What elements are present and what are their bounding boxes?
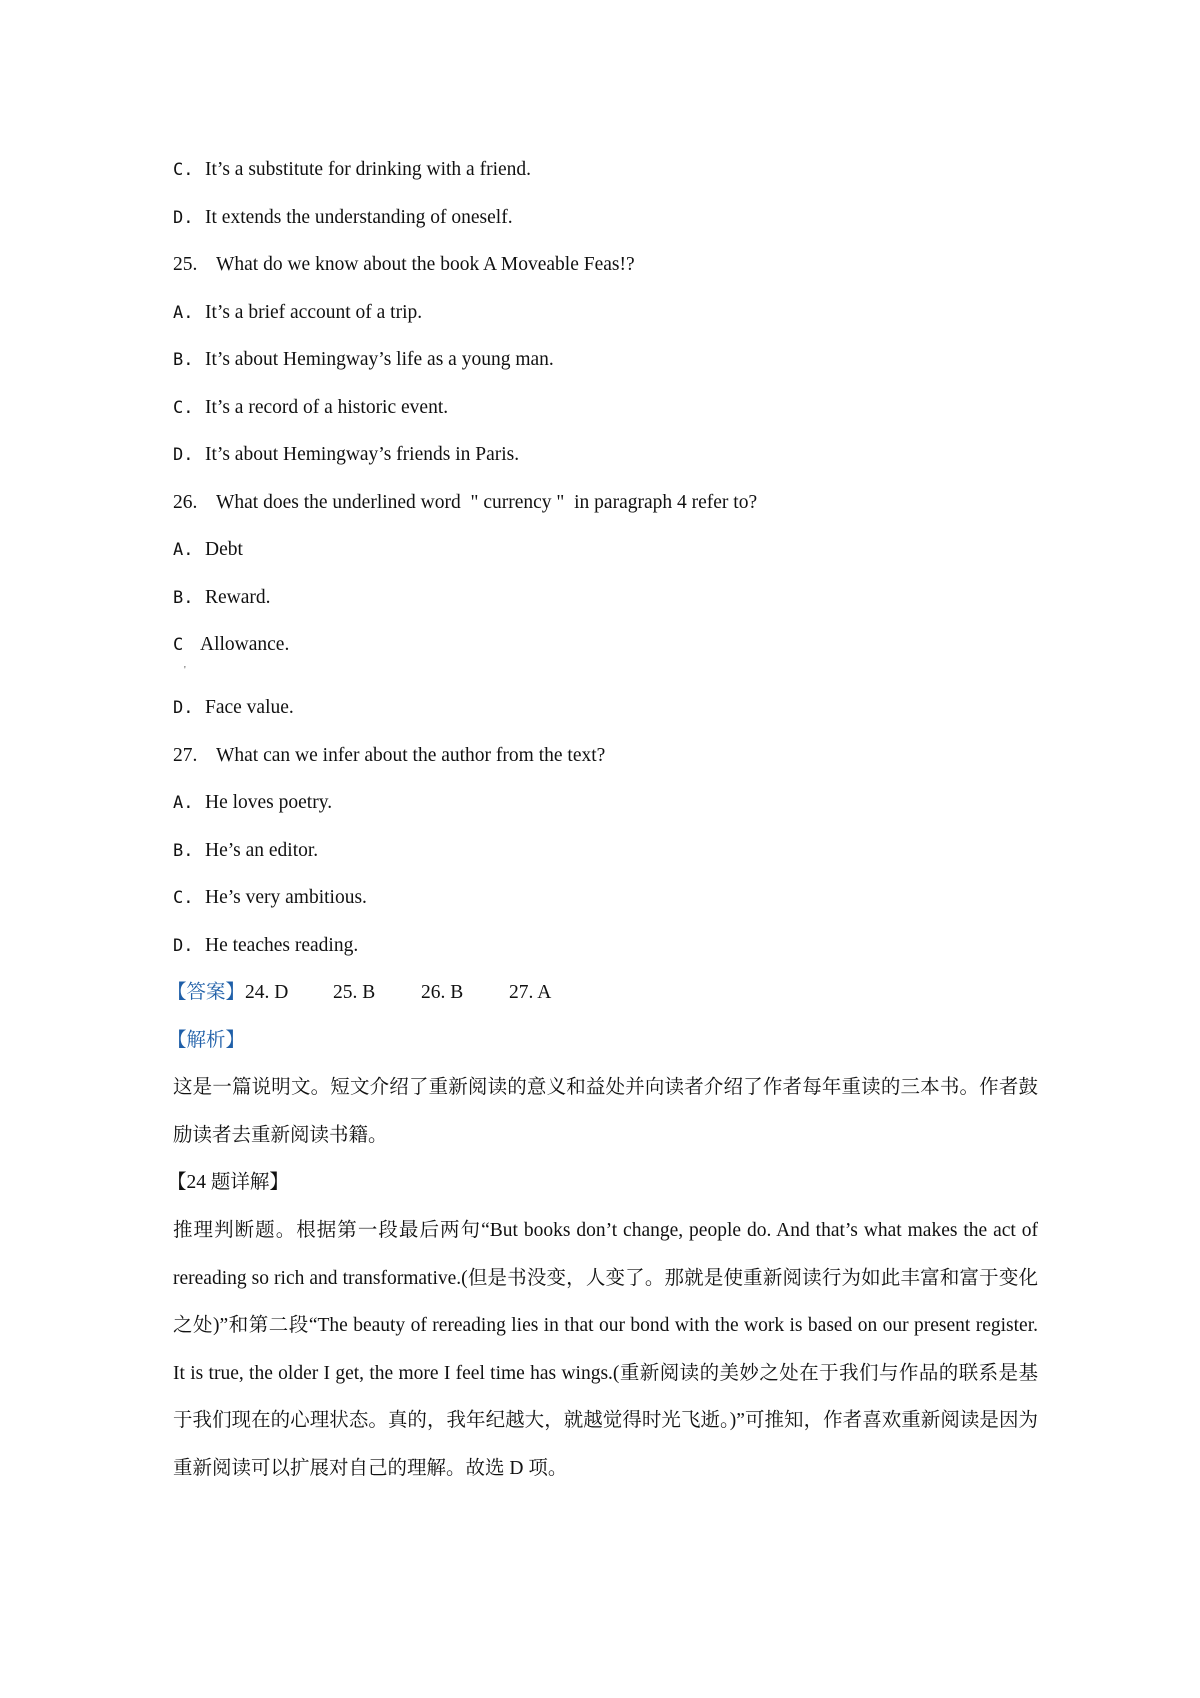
analysis-summary: 这是一篇说明文。短文介绍了重新阅读的意义和益处并向读者介绍了作者每年重读的三本书。作者鼓励读者去重新阅读书籍。 — [173, 1077, 1038, 1146]
option-text: He loves poetry. — [205, 792, 333, 813]
option-text: He teaches reading. — [205, 935, 359, 956]
question-text: What do we know about the book A Moveable Feas!? — [216, 254, 635, 275]
option-25-c — [173, 395, 448, 421]
option-label: D. — [173, 445, 194, 465]
option-label: B. — [173, 588, 194, 608]
detail-title: 【24 题详解】 — [167, 1172, 289, 1193]
question-26 — [173, 490, 757, 516]
option-27-b — [173, 838, 318, 864]
answer-item: 24. D — [245, 982, 289, 1003]
option-text: It’s about Hemingway’s life as a young man. — [205, 349, 554, 370]
option-text: Debt — [205, 539, 243, 560]
option-label: B. — [173, 841, 194, 861]
option-27-d — [173, 933, 358, 959]
option-label: C. — [173, 398, 194, 418]
option-label: A. — [173, 793, 194, 813]
option-24-d — [173, 205, 513, 231]
question-number: 25. — [173, 254, 198, 275]
stray-mark: ' — [184, 665, 186, 676]
option-text: It’s a record of a historic event. — [205, 397, 449, 418]
answer-label: 【答案】 — [167, 982, 246, 1003]
option-24-c — [173, 157, 531, 183]
analysis-label: 【解析】 — [167, 1030, 246, 1051]
option-26-d — [173, 695, 294, 721]
option-text: It extends the understanding of oneself. — [205, 207, 513, 228]
option-label: C. — [173, 160, 194, 180]
option-text: He’s an editor. — [205, 840, 319, 861]
question-number: 27. — [173, 745, 198, 766]
option-26-b — [173, 585, 271, 611]
answer-item: 27. A — [509, 982, 552, 1003]
option-label: B. — [173, 350, 194, 370]
option-label: D. — [173, 936, 194, 956]
option-label: A. — [173, 303, 194, 323]
option-label: D. — [173, 698, 194, 718]
option-text: Reward. — [205, 587, 271, 608]
question-25 — [173, 252, 635, 278]
question-27 — [173, 743, 605, 769]
option-text: He’s very ambitious. — [205, 887, 367, 908]
option-text: It’s a substitute for drinking with a friend. — [205, 159, 532, 180]
answer-key — [167, 980, 551, 1006]
answer-item: 26. B — [421, 982, 464, 1003]
question-text: What does the underlined word " currency " in paragraph 4 refer to? — [216, 492, 758, 513]
option-25-a — [173, 300, 422, 326]
option-label: C. — [173, 888, 194, 908]
option-text: Allowance. — [200, 634, 290, 655]
option-26-c — [173, 632, 289, 658]
detail-text: 推理判断题。根据第一段最后两句“But books don’t change, people do. And that’s what makes the act of rereading so rich and transformative.(但是书没变，人变了。那就是使重新阅读行为如此丰富和富于变化之处)”和第二段“The beauty of rereading lies in that our bond with the work is based on our present register. It is true, the older I get, the more I feel time has wings.(重新阅读的美妙之处在于我们与作品的联系是基于我们现在的心理状态。真的，我年纪越大，就越觉得时光飞逝。)”可推知，作者喜欢重新阅读是因为重新阅读可以扩展对自己的理解。故选 D 项。 — [173, 1220, 1038, 1479]
option-26-a — [173, 537, 243, 563]
option-text: It’s a brief account of a trip. — [205, 302, 423, 323]
option-27-a — [173, 790, 332, 816]
option-label: D. — [173, 208, 194, 228]
option-25-b — [173, 347, 554, 373]
option-25-d — [173, 442, 519, 468]
option-text: It’s about Hemingway’s friends in Paris. — [205, 444, 520, 465]
option-label: A. — [173, 540, 194, 560]
option-label: C — [173, 635, 184, 655]
option-27-c — [173, 885, 367, 911]
option-text: Face value. — [205, 697, 294, 718]
answer-item: 25. B — [333, 982, 376, 1003]
question-text: What can we infer about the author from the text? — [216, 745, 606, 766]
question-number: 26. — [173, 492, 198, 513]
